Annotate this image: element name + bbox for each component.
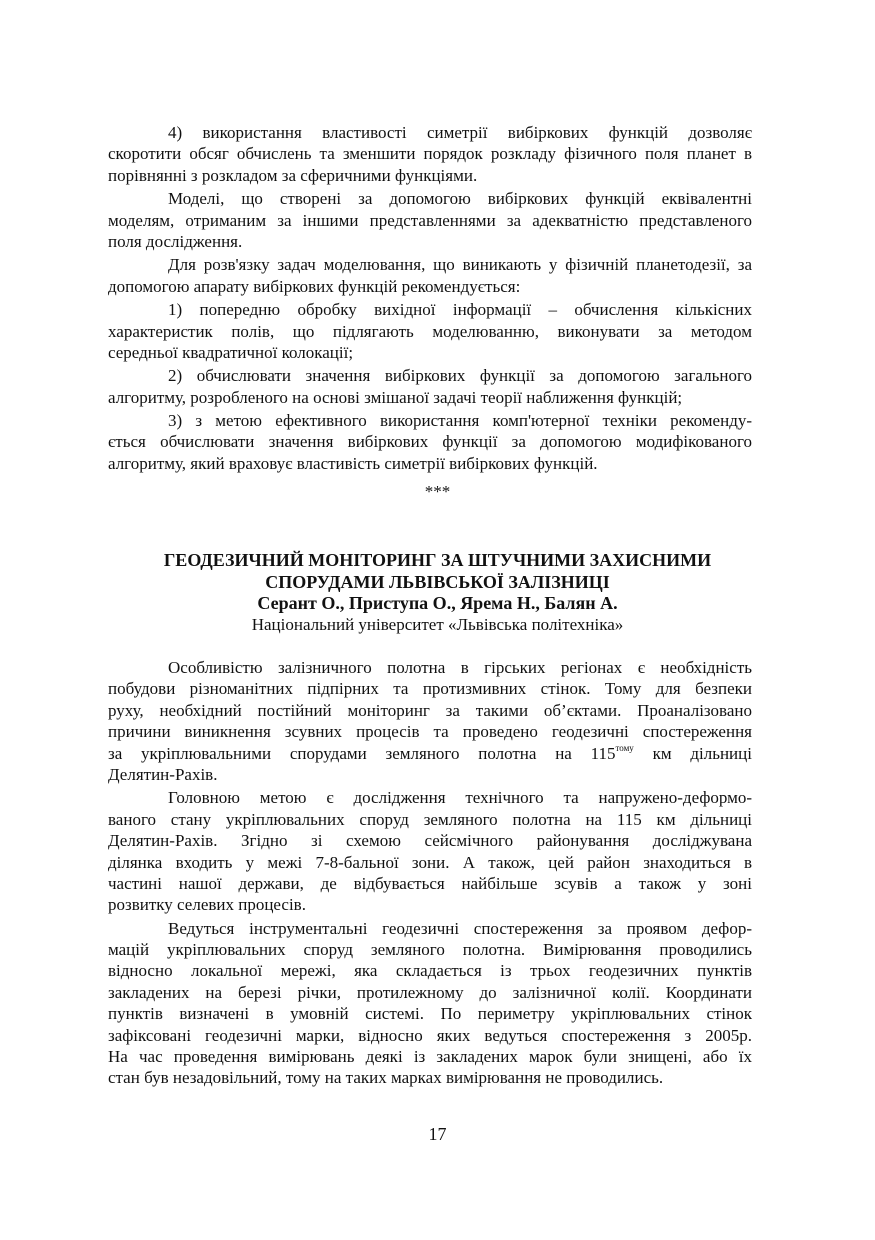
- text-line: Делятин-Рахів. Згідно зі схемою сейсмічного районування досліджувана: [108, 831, 752, 851]
- text-line: Моделі, що створені за допомогою вибіркових функцій еквівалентні: [168, 189, 752, 209]
- text-line: На час проведення вимірювань деякі із закладених марок були знищені, або їх: [108, 1047, 752, 1067]
- text-line: розвитку селевих процесів.: [108, 895, 306, 915]
- text-line: за укріплювальними спорудами земляного полотна на $115^{тому}$ км дільниці: [108, 742, 752, 763]
- text-line: 3) з метою ефективного використання комп'ютерної техніки рекоменду-: [168, 411, 752, 431]
- text-line: відносно локальної мережі, яка складається із трьох геодезичних пунктів: [108, 961, 752, 981]
- text-line: мацій укріплювальних споруд земляного полотна. Вимірювання проводились: [108, 940, 752, 960]
- article-title-line: ГЕОДЕЗИЧНИЙ МОНІТОРИНГ ЗА ШТУЧНИМИ ЗАХИСНИМИ: [163, 550, 712, 570]
- text-line: алгоритму, який враховує властивість симетрії вибіркових функцій.: [108, 453, 598, 473]
- text-line: побудови різноманітних підпірних та протизмивних стінок. Тому для безпеки: [108, 679, 752, 699]
- article-authors: Серант О., Приступа О., Ярема Н., Балян А.: [257, 593, 618, 613]
- text-line: допомогою апарату вибіркових функцій рекомендується:: [108, 276, 521, 296]
- text-line: Для розв'язку задач моделювання, що виникають у фізичній планетодезії, за: [168, 255, 752, 275]
- text-line: пунктів визначені в умовній системі. По периметру укріплювальних стінок: [108, 1004, 752, 1024]
- text-line: ділянка входить у межі 7-8-бальної зони. А також, цей район знаходиться в: [108, 852, 752, 872]
- text-line: 1) попередню обробку вихідної інформації – обчислення кількісних: [168, 300, 752, 320]
- page-number: 17: [428, 1124, 447, 1144]
- text-line: характеристик полів, що підлягають моделюванню, виконувати за методом: [108, 321, 752, 341]
- text-line: стан був незадовільний, тому на таких марках вимірювання не проводились.: [108, 1068, 664, 1088]
- text-line: 4) використання властивості симетрії вибіркових функцій дозволяє: [168, 123, 752, 142]
- article-body: [108, 657, 752, 1089]
- text-line: порівнянні з розкладом за сферичними функціями.: [108, 165, 478, 185]
- text-line: зафіксовані геодезичні марки, відносно яких ведуться спостереження з 2005р.: [108, 1025, 752, 1045]
- text-line: закладених на березі річки, протилежному до залізничної колії. Координати: [108, 982, 752, 1002]
- text-line: 2) обчислювати значення вибіркових функції за допомогою загального: [168, 366, 752, 386]
- text-line: Особливістю залізничного полотна в гірських регіонах є необхідність: [168, 658, 752, 677]
- article-title-line: СПОРУДАМИ ЛЬВІВСЬКОЇ ЗАЛІЗНИЦІ: [265, 572, 610, 592]
- article-title: [0, 549, 875, 593]
- section-separator: ***: [424, 482, 451, 501]
- text-line: Ведуться інструментальні геодезичні спостереження за проявом дефор-: [168, 918, 752, 938]
- text-line: ється обчислювати значення вибіркових функції за допомогою модифікованого: [108, 432, 752, 452]
- text-line: Делятин-Рахів.: [108, 764, 218, 784]
- text-line: причини виникнення зсувних процесів та проведено геодезичні спостереження: [108, 722, 752, 742]
- text-line: середньої квадратичної колокації;: [108, 342, 354, 362]
- text-line: моделям, отриманим за іншими представленнями за адекватністю представленого: [108, 210, 752, 230]
- text-line: поля дослідження.: [108, 231, 243, 251]
- text-line: Головною метою є дослідження технічного та напружено-деформо-: [168, 788, 752, 808]
- text-line: скоротити обсяг обчислень та зменшити порядок розкладу фізичного поля планет в: [108, 144, 752, 164]
- top-section: [108, 122, 752, 474]
- text-line: ваного стану укріплювальних споруд земляного полотна на 115 км дільниці: [108, 809, 752, 829]
- text-line: частині нашої держави, де відбувається найбільше зсувів а також у зоні: [108, 873, 752, 893]
- text-line: алгоритму, розробленого на основі змішаної задачі теорії наближення функцій;: [108, 387, 683, 407]
- text-line: руху, необхідний постійний моніторинг за такими об’єктами. Проаналізовано: [108, 700, 752, 720]
- superscript: тому: [615, 742, 634, 753]
- article-affiliation: Національний університет «Львівська політехніка»: [251, 615, 624, 634]
